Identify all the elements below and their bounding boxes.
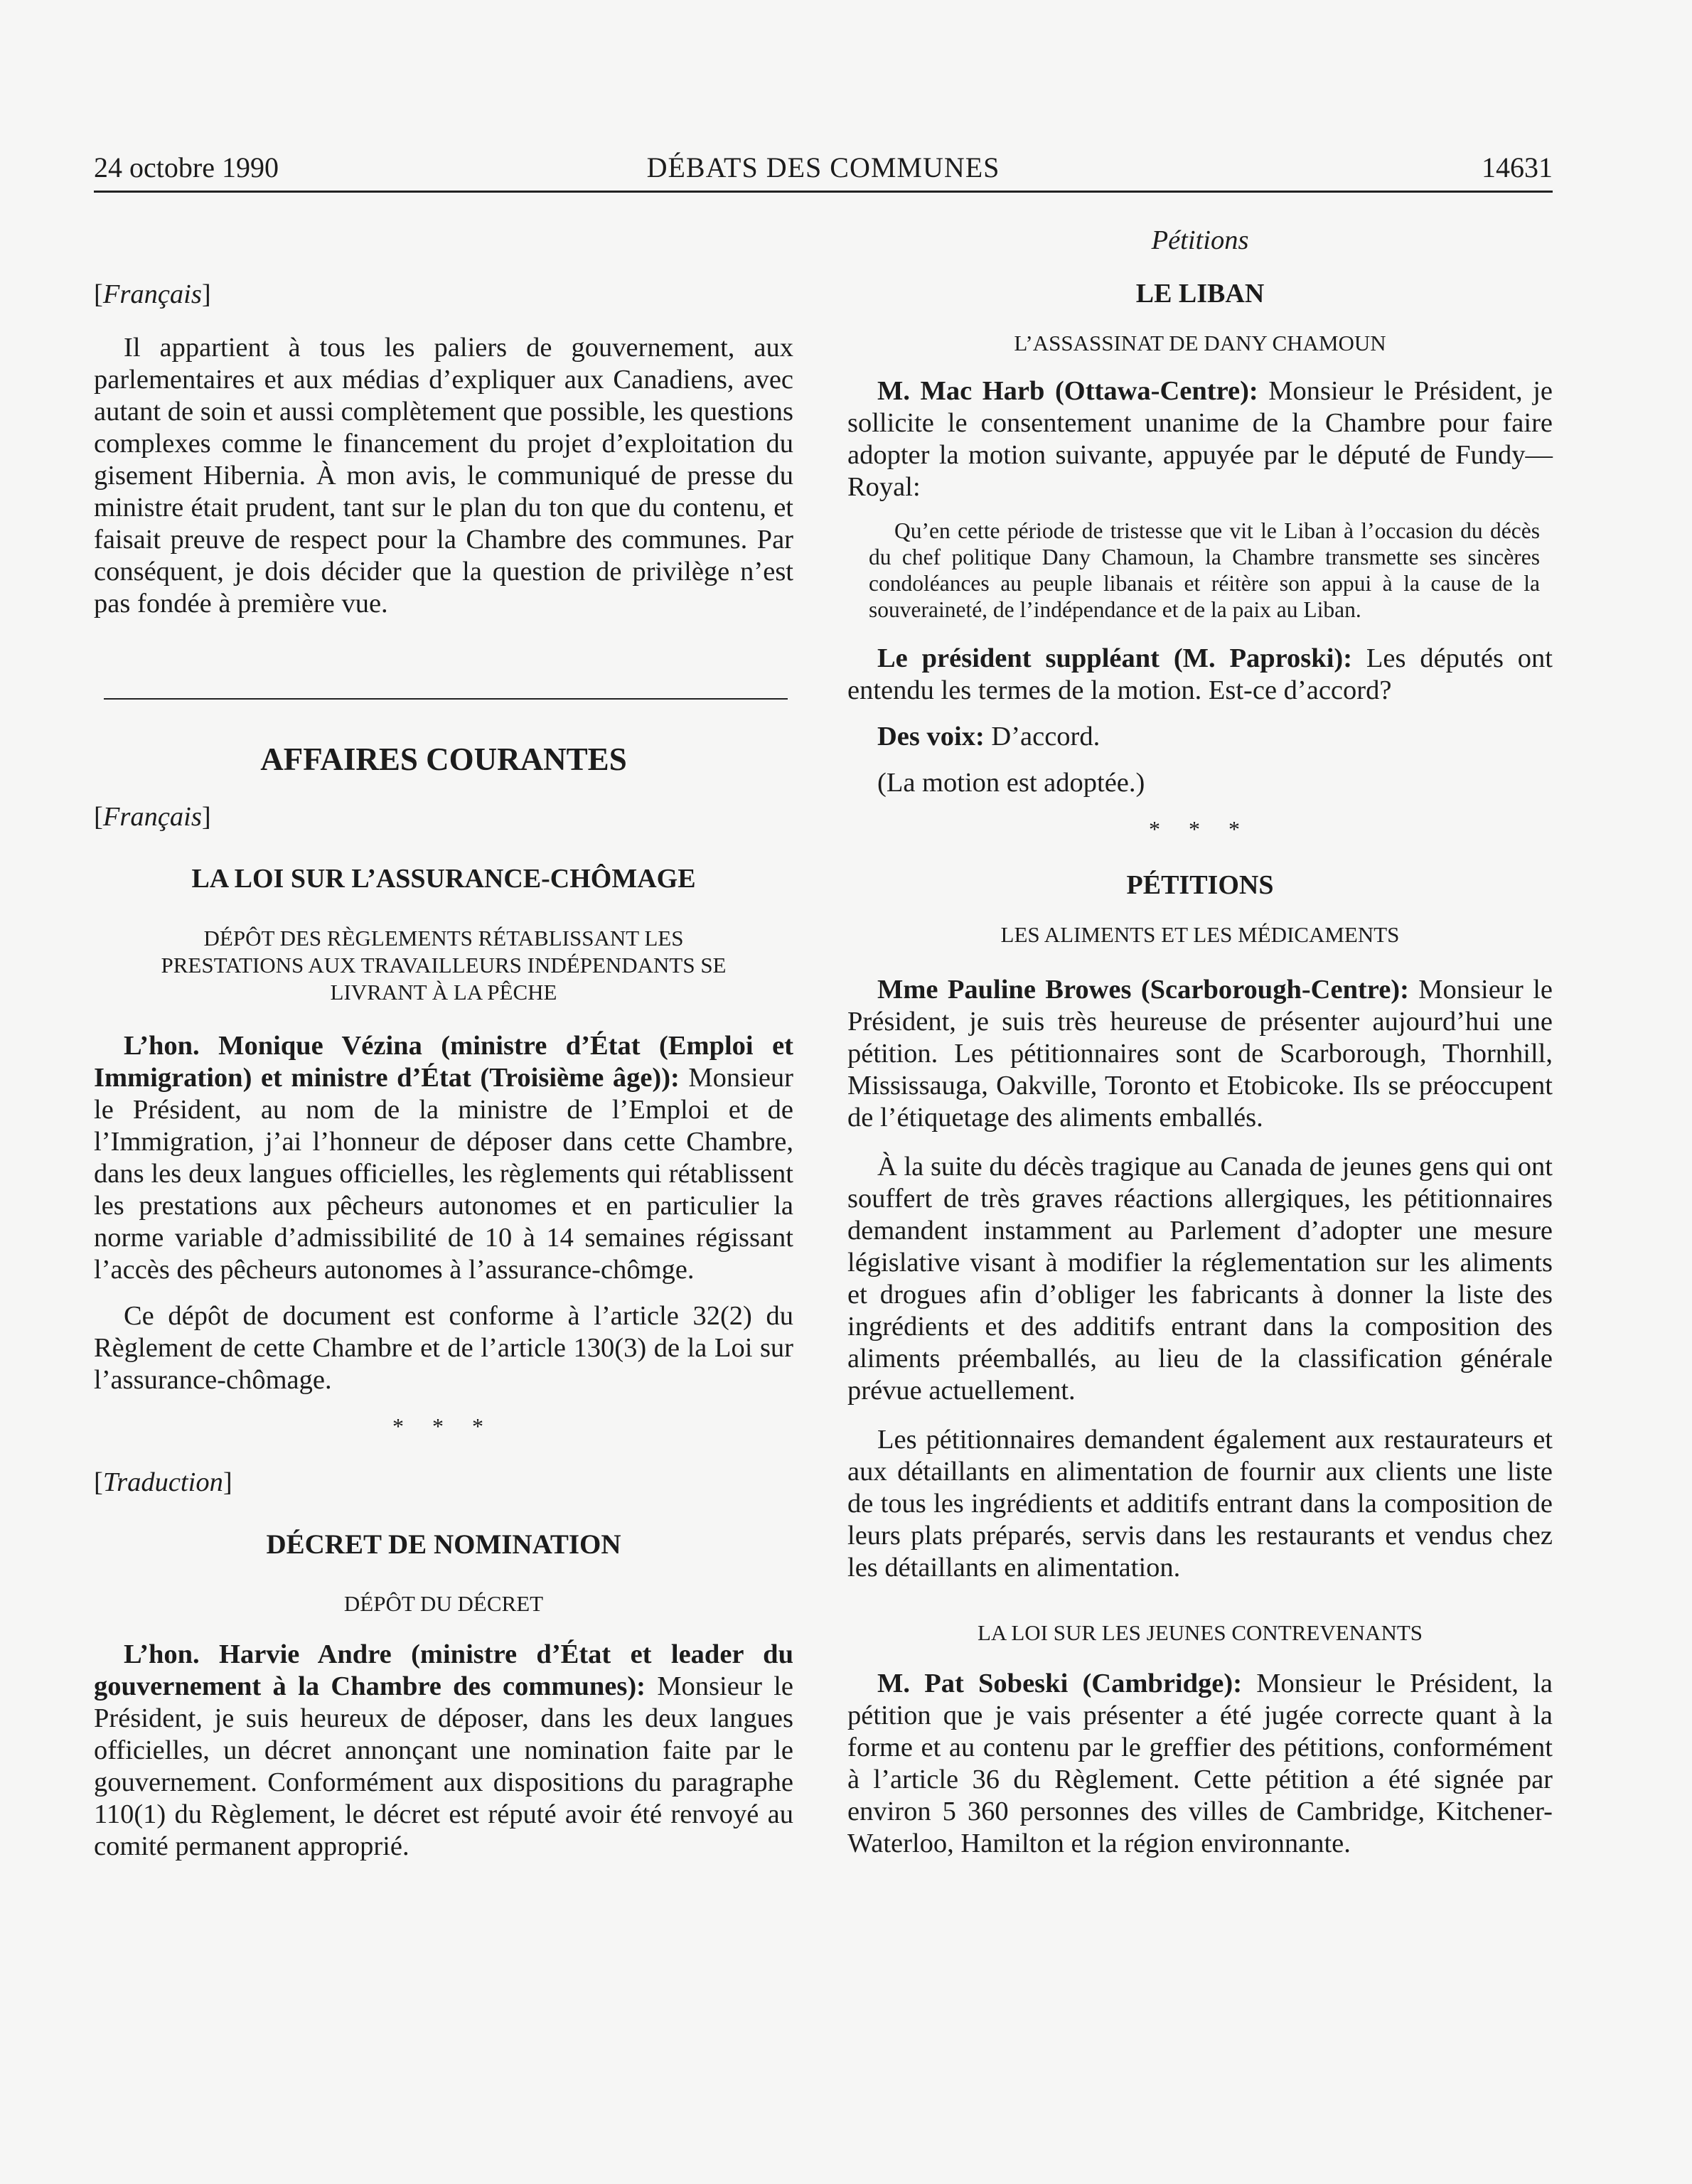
- header-page-number: 14631: [1482, 151, 1553, 183]
- paragraph: [847, 375, 1553, 503]
- language-tag-text: Français: [102, 802, 202, 832]
- speaker-name: Des voix:: [877, 722, 985, 751]
- page-header: [94, 146, 1553, 193]
- section-divider: [104, 698, 788, 700]
- paragraph: [847, 721, 1553, 753]
- language-tag: [94, 279, 793, 311]
- subheading: DÉPÔT DU DÉCRET: [343, 1591, 544, 1616]
- heading: LE LIBAN: [1135, 279, 1265, 309]
- heading: PÉTITIONS: [1126, 870, 1274, 900]
- left-column: [94, 213, 793, 1863]
- speech-text: Monsieur le Président, la pétition que je vais présenter a été jugée correcte quant à la forme et au contenu par le greffier des pétitions, conformément à l’article 36 du Règlement. Cette pétition a été signée par environ 5 360 personnes des villes de Cambridge, Kitchener-Waterloo, Hamilton et la région environnante.: [847, 1669, 1553, 1858]
- language-tag: [94, 1467, 793, 1499]
- speaker-name: L’hon. Harvie Andre (ministre d’État et leader du gouvernement à la Chambre des communes):: [94, 1639, 793, 1701]
- header-title: DÉBATS DES COMMUNES: [646, 151, 1000, 183]
- paragraph: Ce dépôt de document est conforme à l’article 32(2) du Règlement de cette Chambre et de l’article 130(3) de la Loi sur l’assurance-chômage.: [94, 1301, 793, 1395]
- heading: LA LOI SUR L’ASSURANCE-CHÔMAGE: [191, 864, 696, 894]
- header-date: 24 octobre 1990: [94, 151, 279, 183]
- paragraph: Il appartient à tous les paliers de gouvernement, aux parlementaires et aux médias d’expliquer aux Canadiens, avec autant de soin et aussi complètement que possible, les questions complexes comme le financement du projet d’exploitation du gisement Hibernia. À mon avis, le communiqué de presse du ministre était prudent, tant sur le plan du ton que du contenu, et faisait preuve de respect pour la Chambre des communes. Par conséquent, je dois décider que la question de privilège n’est pas fondée à première vue.: [94, 333, 793, 619]
- speaker-name: M. Pat Sobeski (Cambridge):: [877, 1669, 1243, 1698]
- right-column: [847, 213, 1553, 1860]
- paragraph: [847, 1668, 1553, 1860]
- subheading: L’ASSASSINAT DE DANY CHAMOUN: [1014, 331, 1386, 355]
- subheading: DÉPÔT DES RÈGLEMENTS RÉTABLISSANT LES PRESTATIONS AUX TRAVAILLEURS INDÉPENDANTS SE LIVRANT À LA PÊCHE: [161, 926, 727, 1005]
- speech-text: Monsieur le Président, je suis très heureuse de présenter aujourd’hui une pétition. Les pétitionnaires sont de Scarborough, Thornhill, Mississauga, Oakville, Toronto et Etobicoke. Ils se préoccupent de l’étiquetage des aliments emballés.: [847, 975, 1553, 1133]
- speech-text: Monsieur le Président, je sollicite le consentement unanime de la Chambre pour faire adopter la motion suivante, appuyée par le député de Fundy—Royal:: [847, 376, 1553, 502]
- speech-text: Monsieur le Président, je suis heureux de déposer, dans les deux langues officielles, un décret annonçant une nomination faite par le gouvernement. Conformément aux dispositions du paragraphe 110(1) du Règlement, le décret est réputé avoir été renvoyé au comité permanent approprié.: [94, 1671, 793, 1861]
- paragraph: [847, 974, 1553, 1134]
- speaker-name: Le président suppléant (M. Paproski):: [877, 643, 1353, 673]
- subheading: LA LOI SUR LES JEUNES CONTREVENANTS: [977, 1620, 1423, 1645]
- subheading: LES ALIMENTS ET LES MÉDICAMENTS: [1000, 922, 1400, 947]
- speech-text: Monsieur le Président, au nom de la ministre de l’Emploi et de l’Immigration, j’ai l’honneur de déposer dans cette Chambre, dans les deux langues officielles, les règlements qui rétablissent les prestations aux pêcheurs autonomes et en particulier la norme variable d’admissibilité de 10 à 14 semaines régissant l’accès des pêcheurs autonomes à l’assurance-chômge.: [94, 1063, 793, 1285]
- heading: DÉCRET DE NOMINATION: [266, 1529, 621, 1560]
- quoted-motion: Qu’en cette période de tristesse que vit le Liban à l’occasion du décès du chef politique Dany Chamoun, la Chambre transmette ses sincères condoléances au peuple libanais et réitère son appui à la cause de la souveraineté, de l’indépendance et de la paix au Liban.: [869, 518, 1540, 622]
- separator-stars: * * *: [1149, 816, 1251, 842]
- paragraph: [94, 1639, 793, 1863]
- paragraph: [847, 643, 1553, 707]
- speech-text: D’accord.: [991, 722, 1101, 751]
- paragraph: Les pétitionnaires demandent également aux restaurateurs et aux détaillants en alimentation de fournir aux clients une liste de tous les ingrédients et additifs entrant dans la composition de leurs plats préparés, servis dans les restaurants et vendus chez les détaillants en alimentation.: [847, 1425, 1553, 1583]
- section-title: AFFAIRES COURANTES: [260, 742, 627, 777]
- speaker-name: Mme Pauline Browes (Scarborough-Centre):: [877, 975, 1409, 1005]
- section-label: Pétitions: [1151, 225, 1249, 255]
- speaker-name: L’hon. Monique Vézina (ministre d’État (Emploi et Immigration) et ministre d’État (Troisième âge)):: [94, 1031, 793, 1093]
- speech-text: Les députés ont entendu les termes de la motion. Est-ce d’accord?: [847, 643, 1553, 705]
- language-tag: [94, 801, 793, 833]
- paragraph: À la suite du décès tragique au Canada de jeunes gens qui ont souffert de très graves réactions allergiques, les pétitionnaires demandent instamment au Parlement d’adopter une mesure législative visant à modifier la réglementation sur les aliments et drogues afin d’obliger les fabricants à donner la liste des ingrédients et des additifs entrant dans la composition des aliments préemballés, au lieu de la classification générale prévue actuellement.: [847, 1152, 1553, 1406]
- language-tag-text: Français: [102, 279, 202, 309]
- paragraph: (La motion est adoptée.): [877, 768, 1145, 798]
- paragraph: [94, 1030, 793, 1286]
- language-tag-text: Traduction: [102, 1467, 223, 1497]
- separator-stars: * * *: [392, 1413, 495, 1439]
- speaker-name: M. Mac Harb (Ottawa-Centre):: [877, 376, 1258, 406]
